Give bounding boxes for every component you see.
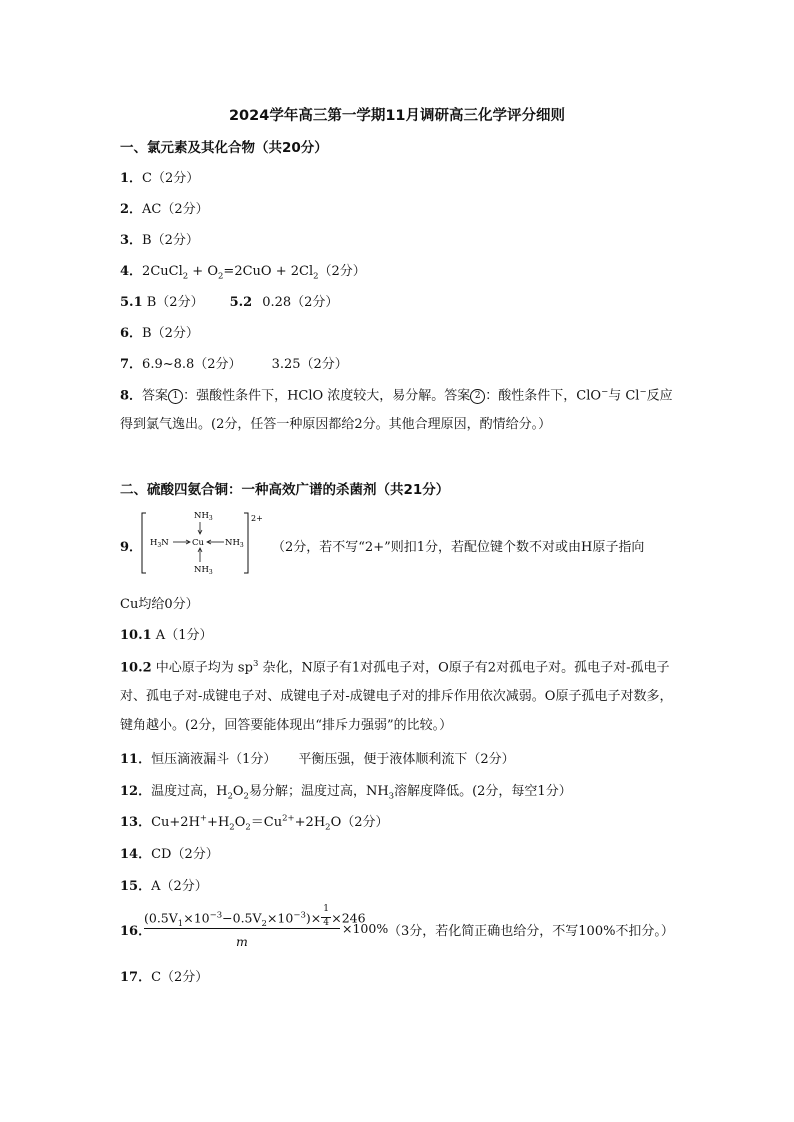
- subscript: 2: [218, 271, 224, 282]
- circled-number: 2: [470, 389, 485, 404]
- answer-number: 6．: [120, 326, 143, 341]
- answer-number: 16．: [120, 924, 152, 939]
- answer-number: 11．: [120, 752, 152, 767]
- equation-part: =2CuO + 2Cl: [223, 264, 314, 279]
- answer-8: [120, 378, 680, 439]
- answer-number: 10.2: [120, 660, 152, 676]
- answer-2: [120, 198, 209, 217]
- answer-9-note: （2分，若不写“2+”则扣1分，若配位键个数不对或由H原子指向: [272, 540, 645, 555]
- formula-percent: ×100%: [342, 921, 389, 936]
- ligand-bottom: $NH_3$: [194, 565, 213, 575]
- answer-text: 平衡压强，便于液体顺利流下（2分）: [298, 752, 515, 767]
- answer-text: B（2分）: [142, 233, 199, 248]
- circled-number: 1: [168, 389, 183, 404]
- answer-number: 5.2: [229, 295, 253, 310]
- answer-12: [120, 780, 572, 802]
- equation-part: +H: [207, 815, 230, 830]
- answer-text: 溶解度降低。(2分，每空1分）: [394, 784, 572, 799]
- subscript: 2: [229, 822, 235, 833]
- central-atom: Cu: [192, 538, 204, 548]
- answer-number: 9．: [120, 540, 143, 555]
- complex-charge: 2+: [251, 514, 263, 523]
- ligand-top: $NH_3$: [194, 511, 213, 522]
- answer-number: 12．: [120, 784, 152, 799]
- answer-16-note: （3分，若化简正确也给分，不写100%不扣分。）: [388, 924, 674, 939]
- answer-text: CD（2分）: [151, 847, 219, 862]
- fraction-bar: [144, 928, 340, 929]
- answer-text: B（2分）: [142, 295, 204, 310]
- equation-part: O（2分）: [330, 815, 389, 830]
- answer-number: 7．: [120, 357, 143, 372]
- equation-part: O: [234, 815, 246, 830]
- answer-text: 易分解；温度过高，NH: [248, 784, 389, 799]
- answer-text: 3.25（2分）: [271, 357, 348, 372]
- equation-part: + O: [188, 264, 218, 279]
- superscript: 2+: [282, 813, 295, 824]
- subscript: 2: [313, 271, 319, 282]
- subscript: 2: [182, 271, 189, 282]
- answer-text: B（2分）: [142, 326, 199, 341]
- answer-number: 10.1: [120, 628, 152, 643]
- ligand-left: $H_3N$: [150, 538, 169, 549]
- answer-5: [120, 291, 338, 310]
- right-bracket: [244, 513, 248, 573]
- score-note: （2分）: [318, 264, 366, 279]
- answer-number: 17．: [120, 970, 152, 985]
- page-title: 2024学年高三第一学期11月调研高三化学评分细则: [228, 108, 566, 124]
- answer-9-note-cont: Cu均给0分）: [120, 597, 199, 612]
- answer-number: 5.1: [120, 295, 143, 310]
- answer-text: 0.28（2分）: [262, 295, 339, 310]
- formula-denominator: m: [236, 934, 248, 949]
- answer-7: [120, 353, 348, 372]
- answer-number: 14．: [120, 847, 152, 862]
- equation-part: ＝Cu: [250, 815, 283, 830]
- subscript: 2: [245, 822, 251, 833]
- answer-15: [120, 875, 208, 894]
- superscript: +: [199, 813, 208, 824]
- answer-number: 2．: [120, 202, 143, 217]
- answer-number: 1．: [120, 171, 143, 186]
- answer-text: 温度过高，H: [151, 784, 228, 799]
- answer-number: 13．: [120, 815, 152, 830]
- answer-text: C（2分）: [142, 171, 200, 186]
- answer-3: [120, 229, 199, 248]
- superscript: 3: [252, 659, 259, 669]
- answer-17: [120, 966, 208, 985]
- answer-4: [120, 260, 366, 282]
- answer-number: 4．: [120, 264, 143, 279]
- subscript: 2: [243, 791, 249, 802]
- equation-part: +2H: [294, 815, 326, 830]
- subscript: 2: [227, 791, 233, 802]
- answer-text: 反应得到氯气逸出。(2分，任答一种原因都给2分。其他合理原因，酌情给分。）: [120, 388, 673, 433]
- answer-6: [120, 322, 199, 341]
- equation-part: Cu+2H: [151, 815, 200, 830]
- answer-text: 恒压滴液漏斗（1分）: [151, 752, 277, 767]
- answer-text: A（1分）: [151, 628, 213, 643]
- answer-9-number: [120, 536, 142, 555]
- left-bracket: [142, 513, 146, 573]
- answer-text: ：酸性条件下，ClO: [485, 388, 602, 404]
- answer-text: C（2分）: [151, 970, 209, 985]
- superscript: −: [601, 387, 609, 397]
- answer-text: 中心原子均为 sp: [151, 660, 253, 676]
- copper-ammine-complex-diagram: [140, 511, 268, 575]
- answer-number: 15．: [120, 879, 152, 894]
- answer-10-1: [120, 624, 212, 643]
- formula-numerator: $(0.5V_1\times 10^{-3}-0.5V_2\times 10^{-3})\times$ $\frac{1}{4}$ ×246: [144, 906, 366, 932]
- equation-part: 2CuCl: [142, 264, 183, 279]
- answer-11: [120, 748, 515, 767]
- superscript: −: [639, 387, 647, 397]
- answer-text: 6.9~8.8（2分）: [142, 357, 242, 372]
- answer-text: ：强酸性条件下，HClO 浓度较大，易分解。答案: [183, 388, 471, 404]
- answer-10-2: [120, 650, 680, 740]
- subscript: 3: [388, 791, 395, 802]
- answer-text: A（2分）: [151, 879, 208, 894]
- section-1-heading: 一、氯元素及其化合物（共20分）: [120, 140, 328, 156]
- answer-text: 答案: [142, 388, 169, 404]
- answer-13: [120, 811, 389, 833]
- answer-number: 3．: [120, 233, 143, 248]
- answer-text: O: [232, 784, 244, 799]
- answer-14: [120, 843, 219, 862]
- ligand-right: $NH_3$: [225, 538, 244, 549]
- fraction-one-quarter: $\frac{1}{4}$: [321, 906, 331, 932]
- answer-text: 杂化，N原子有1对孤电子对，O原子有2对孤电子对。孤电子对-孤电子对、孤电子对-成键电子对、成键电子对-成键电子对的排斥作用依次减弱。O原子孤电子对数多，键角越小。(2分，回答要能体现出“排斥力强弱”的比较。）: [120, 660, 673, 734]
- subscript: 2: [325, 822, 331, 833]
- answer-text: 与 Cl: [608, 388, 640, 404]
- answer-1: [120, 167, 199, 186]
- section-2-heading: 二、硫酸四氨合铜：一种高效广谱的杀菌剂（共21分）: [120, 482, 450, 498]
- answer-number: 8．: [120, 388, 143, 404]
- answer-text: AC（2分）: [142, 202, 209, 217]
